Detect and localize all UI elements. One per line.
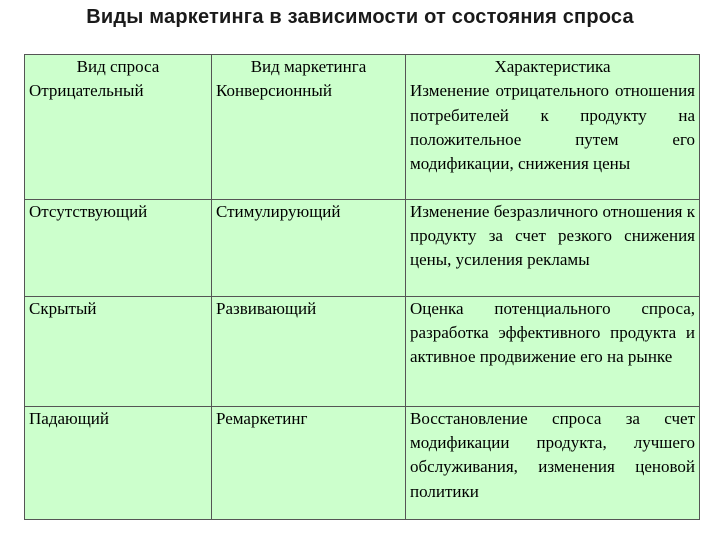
characteristic-cell: Изменение безразличного отношения к продукту за счет резкого снижения цены, усиления рекламы <box>406 199 700 296</box>
table-row <box>25 79 700 199</box>
header-marketing-type: Вид маркетинга <box>212 55 406 80</box>
demand-type-cell: Падающий <box>25 406 212 519</box>
header-demand-type: Вид спроса <box>25 55 212 80</box>
table-row <box>25 406 700 519</box>
table-header-row <box>25 55 700 80</box>
characteristic-cell: Оценка потенциального спроса, разработка эффективного продукта и активное продвижение его на рынке <box>406 296 700 406</box>
demand-type-cell: Отсутствующий <box>25 199 212 296</box>
demand-type-cell: Скрытый <box>25 296 212 406</box>
demand-type-cell: Отрицательный <box>25 79 212 199</box>
marketing-type-cell: Стимулирующий <box>212 199 406 296</box>
characteristic-cell: Восстановление спроса за счет модификации продукта, лучшего обслуживания, изменения ценовой политики <box>406 406 700 519</box>
marketing-types-table <box>24 54 700 520</box>
header-characteristic: Характеристика <box>406 55 700 80</box>
marketing-type-cell: Развивающий <box>212 296 406 406</box>
characteristic-cell: Изменение отрицательного отношения потребителей к продукту на положительное путем его модификации, снижения цены <box>406 79 700 199</box>
marketing-type-cell: Конверсионный <box>212 79 406 199</box>
table-row <box>25 296 700 406</box>
marketing-type-cell: Ремаркетинг <box>212 406 406 519</box>
table-row <box>25 199 700 296</box>
slide-title: Виды маркетинга в зависимости от состояния спроса <box>86 6 634 28</box>
